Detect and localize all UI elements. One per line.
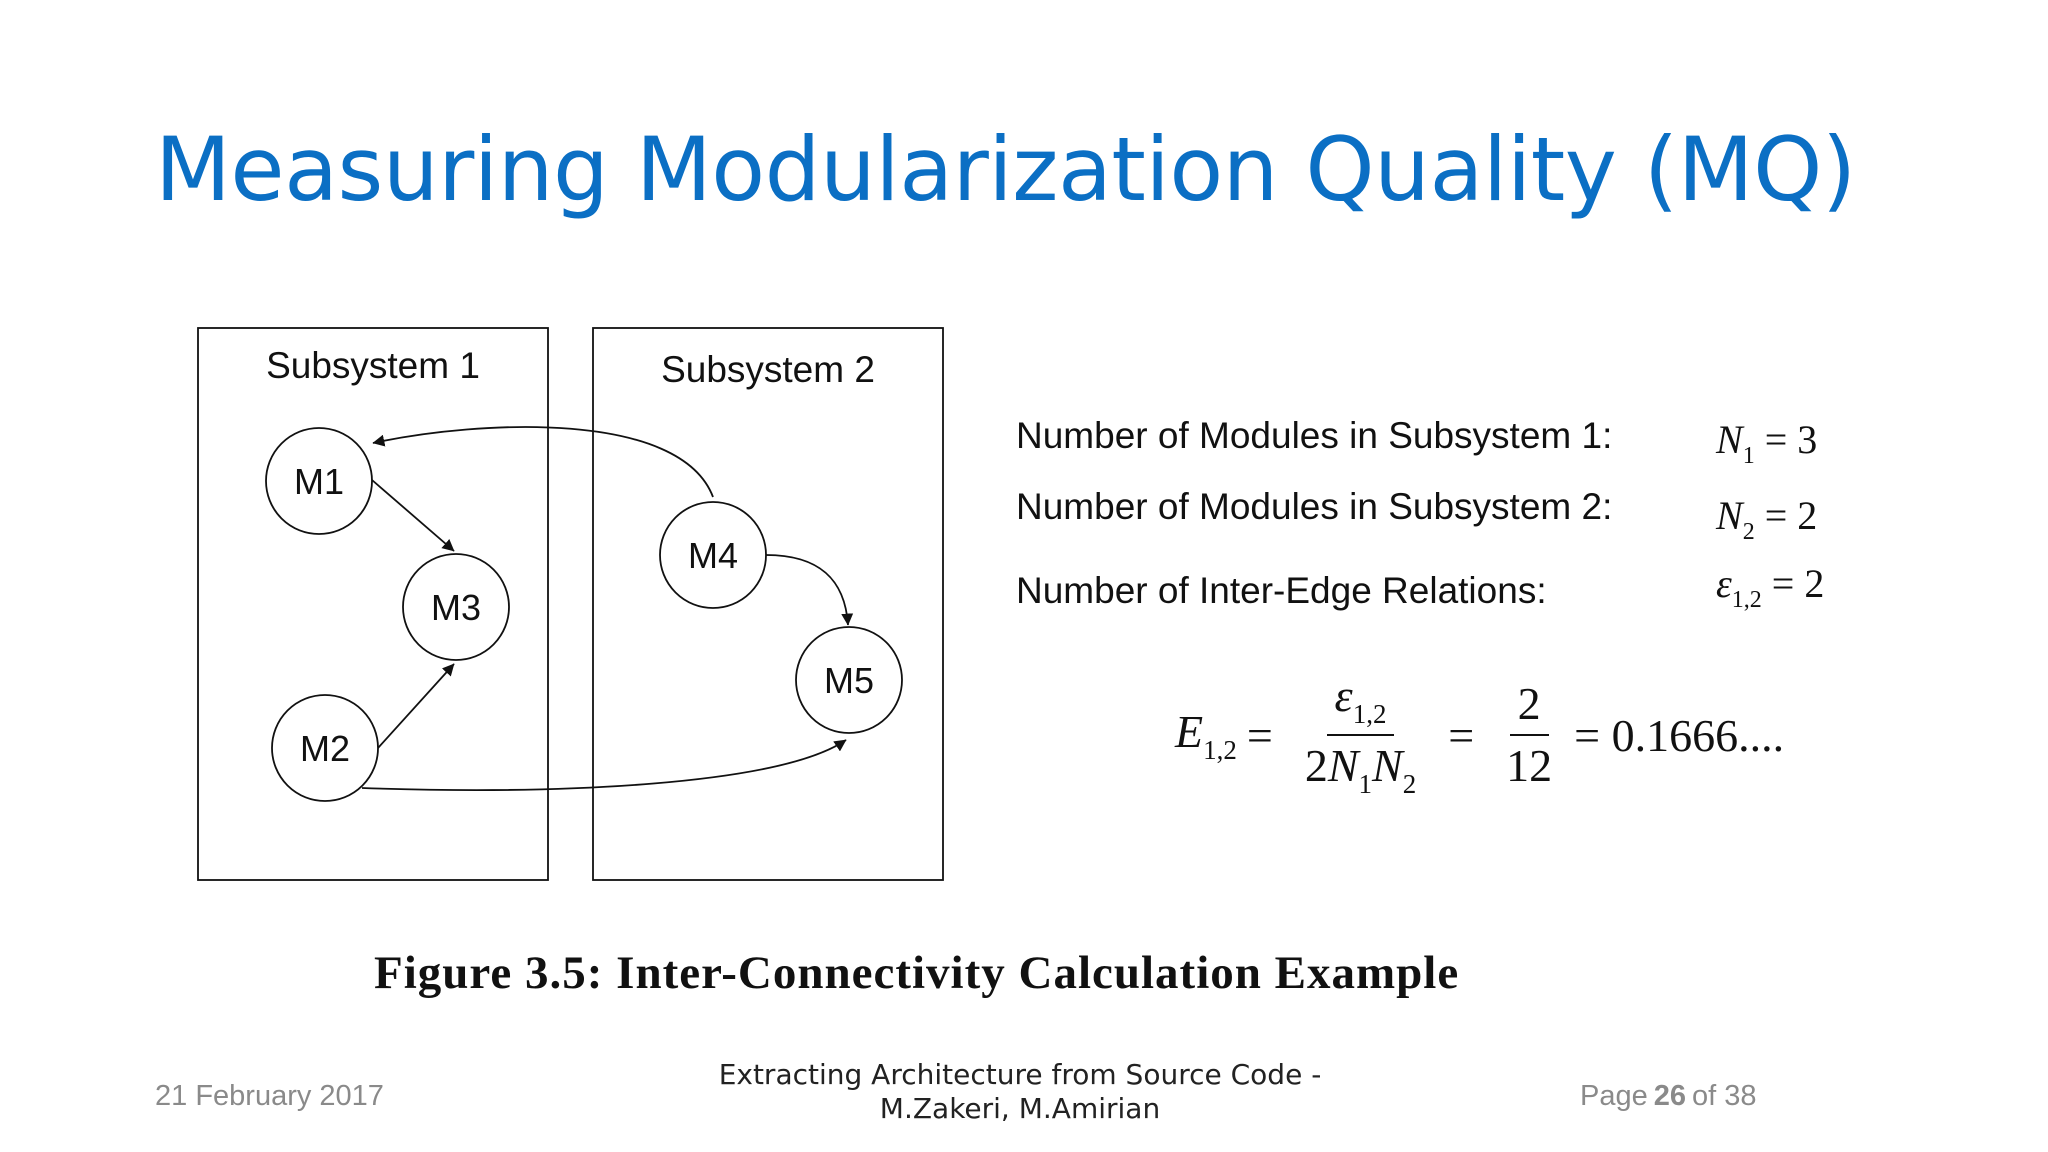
node-m3 (403, 554, 509, 660)
n1-equation (1716, 416, 1817, 470)
figure-caption: Figure 3.5: Inter-Connectivity Calculation Example (374, 947, 1460, 999)
footer-presentation-info (660, 1058, 1380, 1125)
page-number: 26 (1653, 1080, 1686, 1112)
node-m1 (266, 428, 372, 534)
subsystem-1-title: Subsystem 1 (266, 345, 480, 386)
e-label: Number of Inter-Edge Relations: (1016, 570, 1547, 611)
e-symbol: ε (1716, 561, 1732, 606)
edge-m4-m5 (766, 555, 848, 625)
e-subscript: 1,2 (1731, 587, 1762, 613)
footer-date: 21 February 2017 (155, 1080, 384, 1112)
formula-eq-2: = (1448, 709, 1475, 761)
edge-m2-m3 (378, 664, 454, 748)
footer-center-line-2: M.Zakeri, M.Amirian (879, 1091, 1161, 1125)
node-m3-label: M3 (430, 587, 482, 628)
formula-fraction-2-denominator: 12 (1506, 740, 1553, 792)
n1-symbol: N (1716, 417, 1743, 462)
n2-value: = 2 (1764, 493, 1818, 538)
edge-m1-m3 (372, 480, 454, 551)
formula-fraction-2 (1498, 680, 1560, 791)
formula-n1-symbol: N (1327, 740, 1359, 792)
formula-n1-subscript: 1 (1358, 769, 1372, 800)
formula-coefficient: 2 (1304, 740, 1328, 792)
formula-lhs-symbol: E (1175, 705, 1204, 757)
node-m4 (660, 502, 766, 608)
slide-title: Measuring Modularization Quality (MQ) (155, 118, 1856, 221)
footer-page-indicator (1580, 1080, 1757, 1113)
page-prefix: Page (1580, 1080, 1648, 1112)
formula-fraction-1-numerator (1327, 672, 1395, 736)
formula-lhs (1175, 705, 1237, 766)
page-suffix: of 38 (1692, 1080, 1757, 1112)
n1-label: Number of Modules in Subsystem 1: (1016, 415, 1613, 456)
n1-subscript: 1 (1742, 443, 1755, 469)
formula-eq-1: = (1246, 709, 1273, 761)
edge-m4-m1 (373, 427, 713, 497)
subsystem-2-title: Subsystem 2 (661, 349, 875, 390)
node-m2 (272, 695, 378, 801)
e-value: = 2 (1771, 561, 1825, 606)
n2-label: Number of Modules in Subsystem 2: (1016, 486, 1613, 527)
n2-equation (1716, 492, 1817, 546)
e-equation (1716, 560, 1824, 614)
edge-m2-m5 (362, 740, 846, 790)
formula-result: = 0.1666.... (1574, 709, 1785, 761)
n2-symbol: N (1716, 493, 1743, 538)
node-m5-label: M5 (823, 660, 875, 701)
n2-subscript: 2 (1742, 519, 1755, 545)
formula-fraction-1 (1297, 672, 1424, 799)
formula-fraction-2-numerator: 2 (1510, 680, 1549, 736)
formula-n2-subscript: 2 (1402, 769, 1417, 800)
formula-epsilon-subscript: 1,2 (1352, 699, 1387, 729)
node-m1-label: M1 (293, 461, 345, 502)
node-m4-label: M4 (687, 535, 739, 576)
footer-center-line-1: Extracting Architecture from Source Code - (718, 1058, 1322, 1091)
formula-lhs-subscript: 1,2 (1203, 734, 1237, 765)
node-m2-label: M2 (299, 728, 351, 769)
node-m5 (796, 627, 902, 733)
n1-value: = 3 (1764, 417, 1818, 462)
inter-connectivity-formula (1175, 672, 1784, 799)
formula-fraction-1-denominator (1297, 736, 1424, 798)
subsystem-2-box (593, 328, 943, 880)
formula-epsilon: ε (1334, 670, 1353, 721)
formula-n2-symbol: N (1372, 740, 1403, 792)
